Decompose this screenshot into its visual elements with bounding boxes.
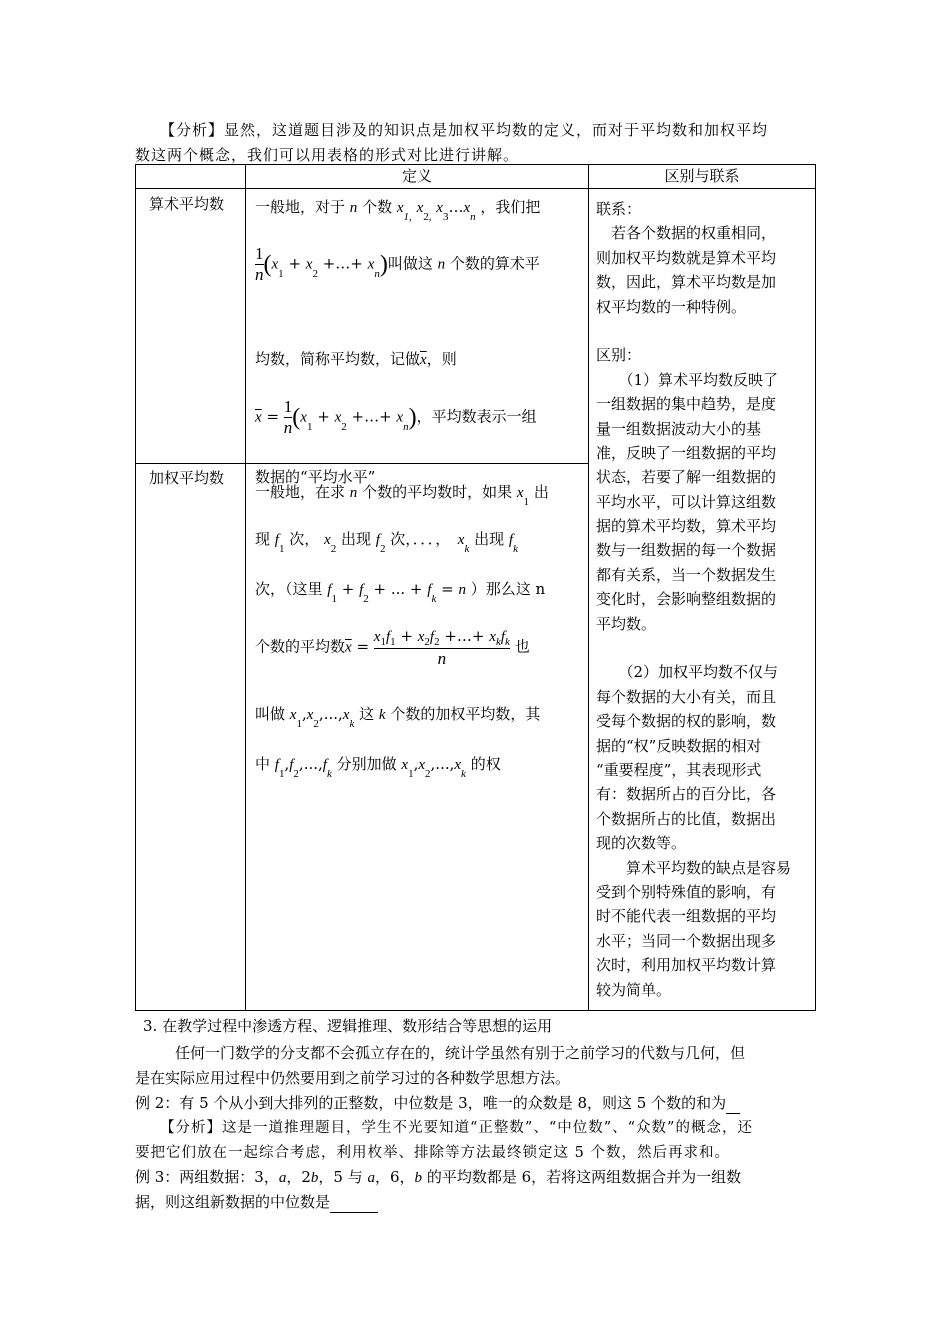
weighted-def-line-5: 叫做 $x_1,x_2,...,x_k$ 这 k 个数的加权平均数，其 <box>255 705 541 730</box>
label-weighted-mean: 加权平均数 <box>136 464 246 1011</box>
difference-line: 量一组数据波动大小的基 <box>596 419 762 438</box>
analysis-line-1: 【分析】这是一道推理题目，学生不光要知道“正整数”、“中位数”、“众数”的概念，还 <box>160 1120 753 1136</box>
table-header-row <box>136 165 816 189</box>
difference-line: 现的次数等。 <box>596 834 687 853</box>
difference-line: 区别： <box>596 346 642 365</box>
difference-line: 据的算术平均数，算术平均 <box>596 517 777 536</box>
paragraph-line-1: 任何一门数学的分支都不会孤立存在的，统计学虽然有别于之前学习的代数与几何，但 <box>160 1044 746 1062</box>
weighted-def-line-4: 个数的平均数$\overline{x}$ = $\frac{x_1f_1 + x_2f_2 +\dots+ x_kf_k}{n}$ 也 <box>255 627 530 668</box>
difference-line: 平均水平，可以计算这组数 <box>596 492 777 511</box>
difference-line: 次时，利用加权平均数计算 <box>596 956 777 975</box>
example-2: 例 2：有 5 个从小到大排列的正整数，中位数是 3，唯一的众数是 8，则这 5 个数的和为 <box>135 1093 740 1114</box>
intro-line-2: 数这两个概念，我们可以用表格的形式对比进行讲解。 <box>135 146 520 164</box>
header-definition: 定义 <box>246 165 589 189</box>
difference-line: （2）加权平均数不仅与 <box>596 663 779 682</box>
difference-line: 较为简单。 <box>596 980 672 999</box>
header-difference: 区别与联系 <box>589 165 816 189</box>
section-3-heading: 3. 在教学过程中渗透方程、逻辑推理、数形结合等思想的运用 <box>143 1017 553 1035</box>
table-row-arithmetic <box>136 189 816 464</box>
difference-line: 则加权平均数就是算术平均 <box>596 248 777 267</box>
difference-line: 状态，若要了解一组数据的 <box>596 468 777 487</box>
weighted-def-line-2: 现 $f_1$ 次， $x_2$ 出现 $f_2$ 次，．．．， $x_k$ 出现 $f_k$ <box>255 530 518 555</box>
difference-line: 联系： <box>596 200 642 218</box>
difference-line: 算术平均数的缺点是容易 <box>596 858 792 877</box>
difference-line: 数与一组数据的每一个数据 <box>596 541 777 560</box>
difference-line: 平均数。 <box>596 614 657 633</box>
difference-text <box>589 189 815 1002</box>
arith-def-line-2: $\frac{1}{n}$ ($x_1 + x_2$ +…+ $x_n$)叫做这 n 个数的算术平 <box>255 244 540 284</box>
difference-line: 都有关系，当一个数据发生 <box>596 565 777 584</box>
arith-def-line-1: 一般地，对于 n 个数 $x_{1,}$ $x_{2,}$ $x_3\dots x_n$ ，我们把 <box>255 198 541 223</box>
label-arithmetic-mean: 算术平均数 <box>136 189 246 464</box>
difference-line: 一组数据的集中趋势，是度 <box>596 395 777 414</box>
difference-line <box>596 636 815 660</box>
difference-line: 据的“权”反映数据的相对 <box>596 736 762 755</box>
analysis-line-2: 要把它们放在一起综合考虑，利用枚举、排除等方法最终锁定这 5 个数，然后再求和。 <box>135 1145 730 1161</box>
difference-line: 每个数据的大小有关，而且 <box>596 687 777 706</box>
difference-line: 数，因此，算术平均数是加 <box>596 273 777 292</box>
difference-line: 有：数据所占的百分比，各 <box>596 785 777 804</box>
difference-line: 受每个数据的权的影响，数 <box>596 712 777 731</box>
difference-line: 变化时，会影响整组数据的 <box>596 590 777 609</box>
arith-def-line-4: $\overline{x}$ = $\frac{1}{n}$ ($x_1 + x_2$ +…+ $x_n$)，平均数表示一组 <box>255 397 537 437</box>
paragraph-line-2: 是在实际应用过程中仍然要用到之前学习过的各种数学思想方法。 <box>135 1069 571 1087</box>
difference-line: 时不能代表一组数据的平均 <box>596 907 777 926</box>
arith-def-line-5: 数据的“平均水平” <box>255 468 376 486</box>
weighted-def-line-1: 一般地，在求 n 个数的平均数时，如果 $x_1$ 出 <box>255 483 549 508</box>
weighted-def-line-3: 次，（这里 $f_1 + f_2$ + ... + $f_k = n$ ）那么这 n <box>255 580 546 605</box>
arith-def-line-3: 均数，简称平均数，记做$\overline{x}$，则 <box>255 350 457 368</box>
definition-weighted-mean <box>246 464 589 1011</box>
difference-line: 若各个数据的权重相同， <box>596 224 777 243</box>
difference-line: 受到个别特殊值的影响，有 <box>596 882 777 901</box>
difference-line: （1）算术平均数反映了 <box>596 370 779 389</box>
weighted-def-line-6: 中 $f_1,f_2,...,f_k$ 分别加做 $x_1,x_2,...,x_k$ 的权 <box>255 755 501 780</box>
difference-line: 个数据所占的比值，数据出 <box>596 809 777 828</box>
difference-line: 水平；当同一个数据出现多 <box>596 931 777 950</box>
difference-line <box>596 319 815 343</box>
comparison-table <box>135 164 816 1011</box>
intro-line-1: 【分析】显然，这道题目涉及的知识点是加权平均数的定义，而对于平均数和加权平均 <box>160 121 769 139</box>
difference-line: “重要程度”，其表现形式 <box>596 760 762 779</box>
difference-line: 权平均数的一种特例。 <box>596 297 747 316</box>
example-3-line-1: 例 3：两组数据：3，a，2b，5 与 a，6，b 的平均数都是 6，若将这两组数据合并为一组数 <box>135 1168 742 1186</box>
header-empty <box>136 165 246 189</box>
example-3-line-2: 据，则这组新数据的中位数是 <box>135 1192 378 1213</box>
definition-arithmetic-mean <box>246 189 589 486</box>
fraction-1-over-n: $\frac{1}{n}$ <box>255 244 264 284</box>
difference-and-relation <box>589 189 816 1011</box>
difference-line: 准，反映了一组数据的平均 <box>596 443 777 462</box>
